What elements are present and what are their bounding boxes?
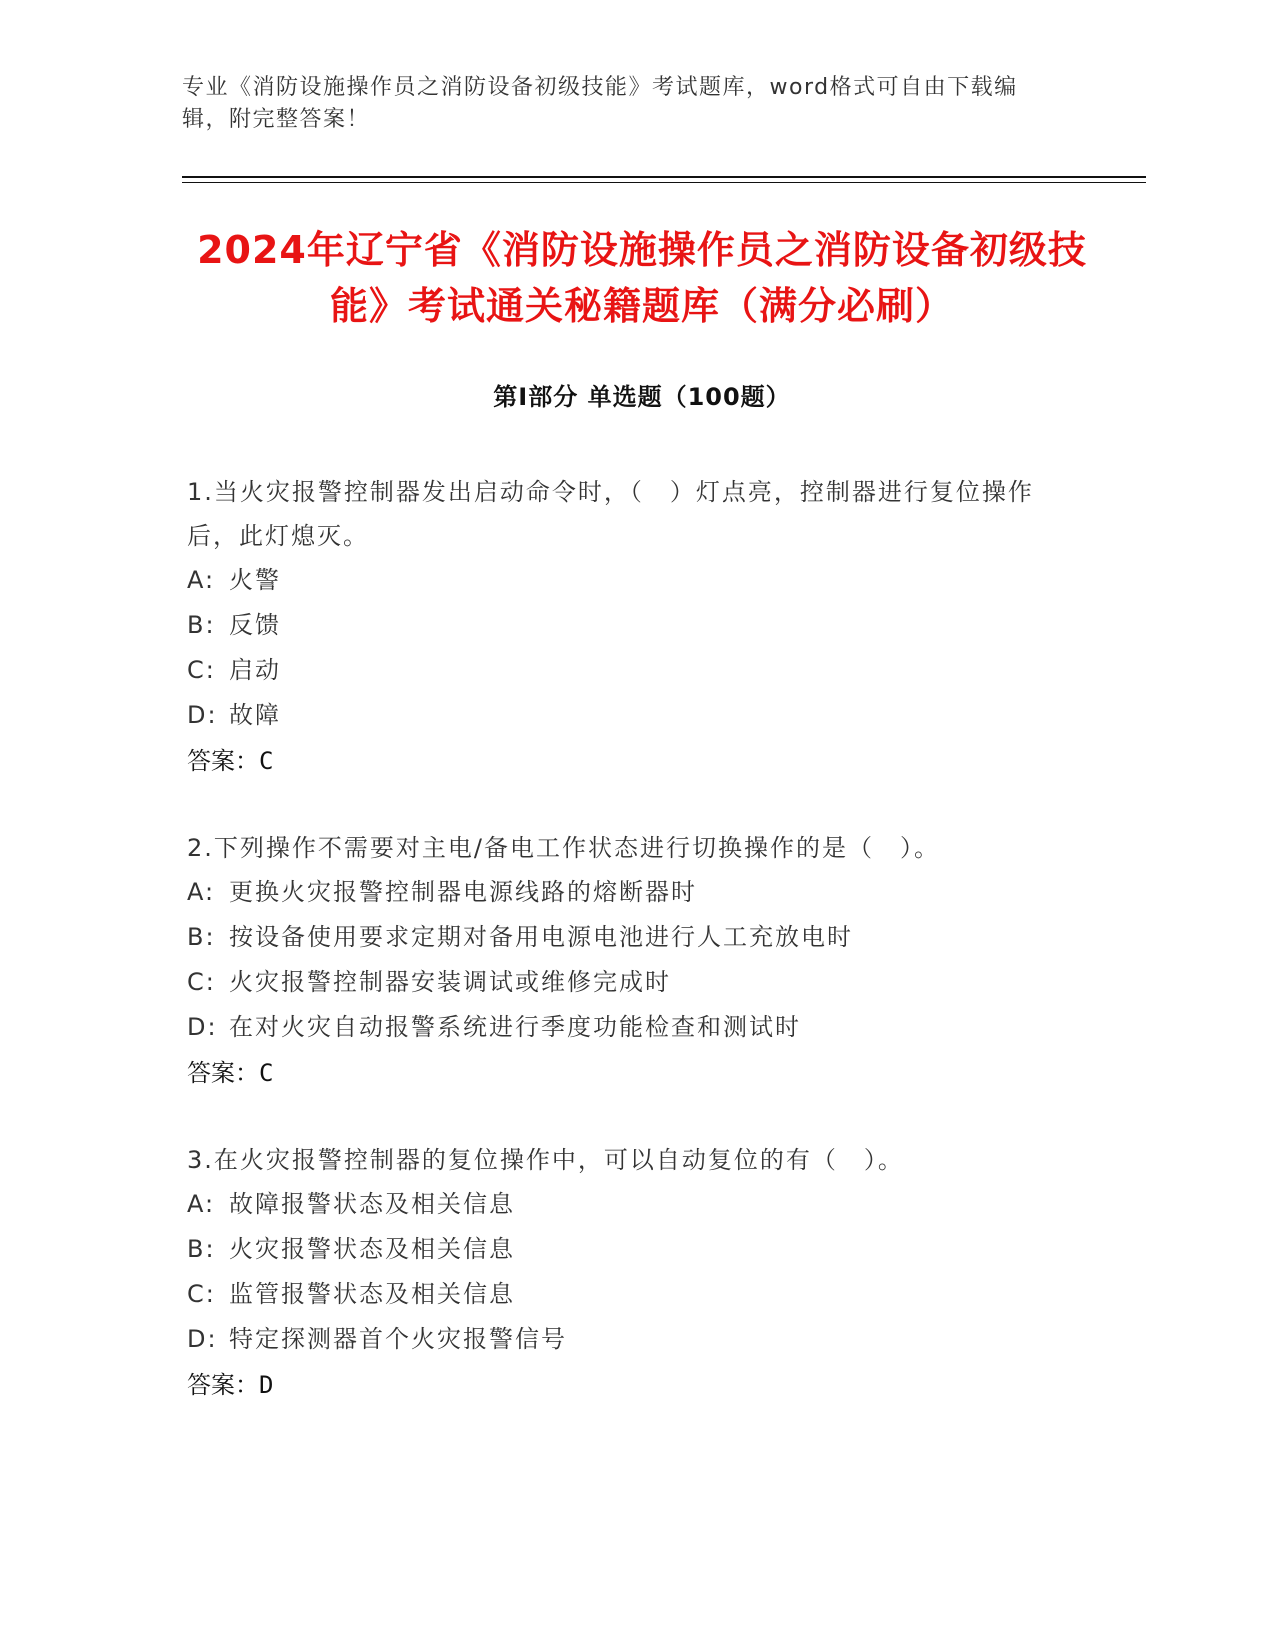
header-note: 专业《消防设施操作员之消防设备初级技能》考试题库，word格式可自由下载编辑，附完整答案！ <box>182 75 1018 132</box>
section-heading: 第Ⅰ部分 单选题（100题） <box>493 383 791 411</box>
question-list <box>187 470 1067 1450</box>
header-divider-thin <box>182 182 1146 183</box>
question-stem: 3.在火灾报警控制器的复位操作中，可以自动复位的有（ ）。 <box>187 1146 904 1174</box>
question-1 <box>187 470 1067 784</box>
option-d <box>187 693 1067 738</box>
option-letter: B: <box>187 923 216 951</box>
option-a <box>187 870 1067 915</box>
option-text: 特定探测器首个火灾报警信号 <box>229 1325 567 1353</box>
option-letter: B: <box>187 611 216 639</box>
answer-label: 答案： <box>187 747 259 775</box>
option-letter: C: <box>187 1280 216 1308</box>
question-2 <box>187 826 1067 1096</box>
header-divider-thick <box>182 176 1146 178</box>
answer-line <box>187 1362 1067 1408</box>
option-letter: D: <box>187 1013 218 1041</box>
option-c <box>187 1272 1067 1317</box>
answer-value: C <box>259 1059 274 1087</box>
answer-line <box>187 738 1067 784</box>
option-text: 故障 <box>229 701 281 729</box>
answer-label: 答案： <box>187 1371 259 1399</box>
option-letter: A: <box>187 566 216 594</box>
option-letter: D: <box>187 701 218 729</box>
option-text: 更换火灾报警控制器电源线路的熔断器时 <box>229 878 697 906</box>
option-b <box>187 603 1067 648</box>
option-letter: D: <box>187 1325 218 1353</box>
option-letter: C: <box>187 656 216 684</box>
option-text: 故障报警状态及相关信息 <box>229 1190 515 1218</box>
question-stem: 2.下列操作不需要对主电/备电工作状态进行切换操作的是（ ）。 <box>187 834 940 862</box>
option-d <box>187 1005 1067 1050</box>
question-stem: 1.当火灾报警控制器发出启动命令时，（ ）灯点亮，控制器进行复位操作后，此灯熄灭。 <box>187 478 1034 550</box>
option-text: 火灾报警控制器安装调试或维修完成时 <box>229 968 671 996</box>
option-letter: A: <box>187 878 216 906</box>
option-b <box>187 1227 1067 1272</box>
option-a <box>187 558 1067 603</box>
option-text: 火灾报警状态及相关信息 <box>229 1235 515 1263</box>
option-a <box>187 1182 1067 1227</box>
option-letter: A: <box>187 1190 216 1218</box>
option-text: 启动 <box>229 656 281 684</box>
option-c <box>187 960 1067 1005</box>
option-text: 监管报警状态及相关信息 <box>229 1280 515 1308</box>
option-b <box>187 915 1067 960</box>
answer-line <box>187 1050 1067 1096</box>
option-c <box>187 648 1067 693</box>
answer-value: C <box>259 747 274 775</box>
option-text: 按设备使用要求定期对备用电源电池进行人工充放电时 <box>229 923 853 951</box>
document-title: 2024年辽宁省《消防设施操作员之消防设备初级技能》考试通关秘籍题库（满分必刷） <box>197 228 1087 328</box>
option-letter: B: <box>187 1235 216 1263</box>
option-text: 火警 <box>229 566 281 594</box>
option-letter: C: <box>187 968 216 996</box>
option-text: 在对火灾自动报警系统进行季度功能检查和测试时 <box>229 1013 801 1041</box>
answer-label: 答案： <box>187 1059 259 1087</box>
option-d <box>187 1317 1067 1362</box>
answer-value: D <box>259 1371 274 1399</box>
option-text: 反馈 <box>229 611 281 639</box>
question-3 <box>187 1138 1067 1408</box>
